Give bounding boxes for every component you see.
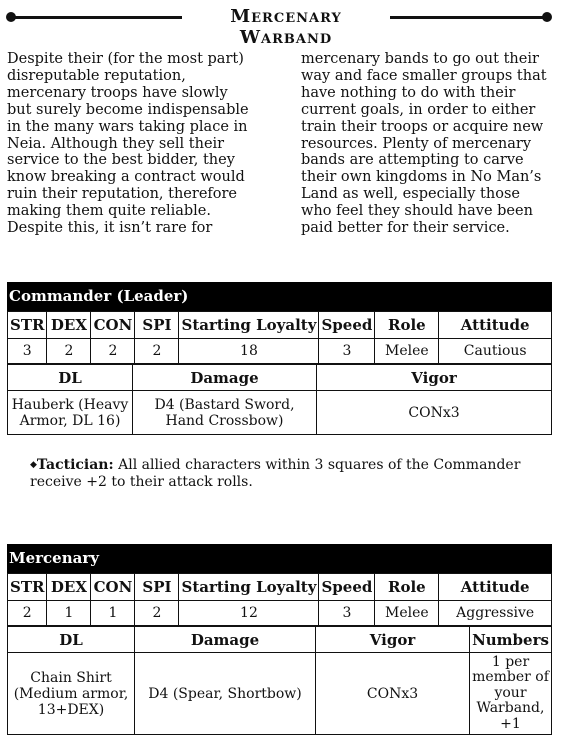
commander-speed-value: 3 (319, 339, 375, 364)
commander-str-value: 3 (8, 339, 47, 364)
mercenary-spi-value: 2 (135, 601, 179, 626)
page-header (6, 6, 552, 48)
commander-dex-value: 2 (47, 339, 91, 364)
commander-header-con: CON (91, 312, 135, 339)
commander-header-dl: DL (8, 365, 133, 391)
tactician-description: All allied characters within 3 squares of the Commander receive +2 to their attack rolls. (30, 457, 521, 490)
intro-column-1: Despite their (for the most part) disreputable reputation, mercenary troops have slowly but surely become indispensable in the many wars taking place in Neia. Although they sell their service to the best bidder, they know breaking a contract would ruin their reputation, therefore making them quite reliable. Despite this, it isn’t rare for (7, 51, 249, 237)
mercenary-header-spi: SPI (135, 574, 179, 601)
commander-spi-value: 2 (135, 339, 179, 364)
mercenary-str-value: 2 (8, 601, 47, 626)
tactician-label: Tactician: (36, 457, 114, 473)
mercenary-header-role: Role (375, 574, 439, 601)
commander-header-loyalty: Starting Loyalty (179, 312, 319, 339)
mercenary-title: Mercenary (7, 544, 552, 573)
commander-details-table (7, 364, 552, 435)
commander-stat-block (7, 282, 552, 435)
commander-header-dex: DEX (47, 312, 91, 339)
mercenary-dex-value: 1 (47, 601, 91, 626)
mercenary-stats-table (7, 573, 552, 626)
mercenary-vigor-value: CONx3 (316, 653, 470, 735)
commander-header-damage: Damage (133, 365, 317, 391)
mercenary-loyalty-value: 12 (179, 601, 319, 626)
commander-dl-value: Hauberk (Heavy Armor, DL 16) (8, 391, 133, 435)
mercenary-con-value: 1 (91, 601, 135, 626)
mercenary-role-value: Melee (375, 601, 439, 626)
tactician-ability (30, 457, 535, 491)
mercenary-header-vigor: Vigor (316, 627, 470, 653)
commander-stat-header-row (8, 312, 552, 339)
mercenary-stat-block (7, 544, 552, 735)
mercenary-header-damage: Damage (135, 627, 316, 653)
mercenary-damage-value: D4 (Spear, Shortbow) (135, 653, 316, 735)
commander-header-speed: Speed (319, 312, 375, 339)
commander-header-attitude: Attitude (439, 312, 552, 339)
commander-con-value: 2 (91, 339, 135, 364)
commander-stats-table (7, 311, 552, 364)
mercenary-attitude-value: Aggressive (439, 601, 552, 626)
intro-column-2: mercenary bands to go out their way and face smaller groups that have nothing to do with their current goals, in order to either train their troops or acquire new resources. Plenty of mercenary bands are attempting to carve their own kingdoms in No Man’s Land as well, especially those who feel they should have been paid better for their service. (301, 51, 547, 237)
commander-header-vigor: Vigor (317, 365, 552, 391)
page-title: Mercenary Warband (230, 6, 342, 48)
mercenary-header-dl: DL (8, 627, 135, 653)
mercenary-header-attitude: Attitude (439, 574, 552, 601)
commander-detail-header-row (8, 365, 552, 391)
mercenary-header-str: STR (8, 574, 47, 601)
commander-role-value: Melee (375, 339, 439, 364)
commander-header-role: Role (375, 312, 439, 339)
commander-header-spi: SPI (135, 312, 179, 339)
mercenary-header-con: CON (91, 574, 135, 601)
intro-text (7, 51, 547, 237)
commander-loyalty-value: 18 (179, 339, 319, 364)
header-rule-right (390, 16, 546, 19)
commander-attitude-value: Cautious (439, 339, 552, 364)
diamond-bullet-icon: ◆ (30, 460, 37, 470)
mercenary-speed-value: 3 (319, 601, 375, 626)
commander-damage-value: D4 (Bastard Sword, Hand Crossbow) (133, 391, 317, 435)
mercenary-detail-value-row (8, 653, 552, 735)
mercenary-stat-value-row (8, 601, 552, 626)
commander-title: Commander (Leader) (7, 282, 552, 311)
mercenary-detail-header-row (8, 627, 552, 653)
mercenary-dl-value: Chain Shirt (Medium armor, 13+DEX) (8, 653, 135, 735)
commander-vigor-value: CONx3 (317, 391, 552, 435)
mercenary-numbers-value: 1 per member of your Warband, +1 (470, 653, 552, 735)
mercenary-header-dex: DEX (47, 574, 91, 601)
commander-detail-value-row (8, 391, 552, 435)
mercenary-header-loyalty: Starting Loyalty (179, 574, 319, 601)
header-ornament-right (542, 12, 552, 22)
mercenary-header-speed: Speed (319, 574, 375, 601)
mercenary-details-table (7, 626, 552, 735)
commander-header-str: STR (8, 312, 47, 339)
mercenary-header-numbers: Numbers (470, 627, 552, 653)
commander-stat-value-row (8, 339, 552, 364)
mercenary-stat-header-row (8, 574, 552, 601)
header-rule-left (12, 16, 182, 19)
